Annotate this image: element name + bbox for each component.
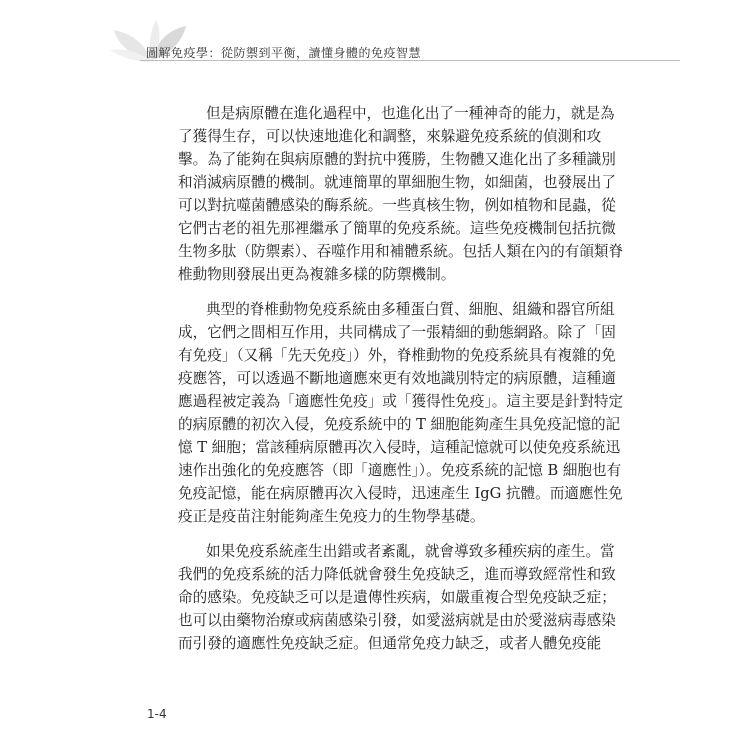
text-line: 免疫記憶，能在病原體再次入侵時，迅速產生 IgG 抗體。而適應性免 [178, 485, 623, 502]
text-line: 的病原體的初次入侵，免疫系統中的 T 細胞能夠產生具免疫記憶的記 [178, 416, 621, 433]
text-line: 擊。為了能夠在與病原體的對抗中獲勝，生物體又進化出了多種識別 [178, 151, 616, 168]
paragraph-1 [178, 102, 624, 286]
text-line: 有免疫」（又稱「先天免疫」）外，脊椎動物的免疫系統具有複雜的免 [178, 347, 616, 364]
text-line: 而引發的適應性免疫缺乏症。但通常免疫力缺乏，或者人體免疫能 [178, 635, 602, 652]
text-line: 我們的免疫系統的活力降低就會發生免疫缺乏，進而導致經常性和致 [178, 566, 616, 583]
text-line: 應過程被定義為「適應性免疫」或「獲得性免疫」。這主要是針對特定 [178, 393, 624, 410]
text-line: 憶 T 細胞；當該種病原體再次入侵時，這種記憶就可以使免疫系統迅 [178, 439, 621, 456]
text-line: 如果免疫系統產生出錯或者紊亂，就會導致多種疾病的產生。當 [206, 543, 615, 560]
text-line: 也可以由藥物治療或病菌感染引發，如愛滋病就是由於愛滋病毒感染 [178, 612, 616, 629]
text-line: 生物多肽（防禦素）、吞噬作用和補體系統。包括人類在內的有頜類脊 [178, 243, 624, 260]
text-line: 但是病原體在進化過程中，也進化出了一種神奇的能力，就是為 [206, 105, 615, 122]
text-line: 命的感染。免疫缺乏可以是遺傳性疾病，如嚴重複合型免疫缺乏症； [178, 589, 616, 606]
text-line: 可以對抗噬菌體感染的酶系統。一些真核生物，例如植物和昆蟲，從 [178, 197, 616, 214]
text-line: 椎動物則發展出更為複雜多樣的防禦機制。 [178, 266, 456, 283]
paragraph-3 [178, 540, 616, 655]
text-line: 疫正是疫苗注射能夠產生免疫力的生物學基礎。 [178, 508, 485, 525]
text-line: 速作出強化的免疫應答（即「適應性」）。免疫系統的記憶 B 細胞也有 [178, 462, 622, 479]
text-line: 和消滅病原體的機制。就連簡單的單細胞生物，如細菌，也發展出了 [178, 174, 616, 191]
text-line: 它們古老的祖先那裡繼承了簡單的免疫系統。這些免疫機制包括抗微 [178, 220, 616, 237]
paragraph-2 [178, 298, 624, 528]
page-number: 1-4 [147, 707, 167, 721]
body-text [178, 102, 624, 667]
text-line: 成，它們之間相互作用，共同構成了一張精細的動態網路。除了「固 [178, 324, 616, 341]
text-line: 了獲得生存，可以快速地進化和調整，來躲避免疫系統的偵測和攻 [178, 128, 602, 145]
running-header-title: 圖解免疫學：從防禦到平衡，讀懂身體的免疫智慧 [146, 46, 422, 60]
text-line: 疫應答，可以透過不斷地適應來更有效地識別特定的病原體，這種適 [178, 370, 616, 387]
text-line: 典型的脊椎動物免疫系統由多種蛋白質、細胞、組織和器官所組 [206, 301, 615, 318]
